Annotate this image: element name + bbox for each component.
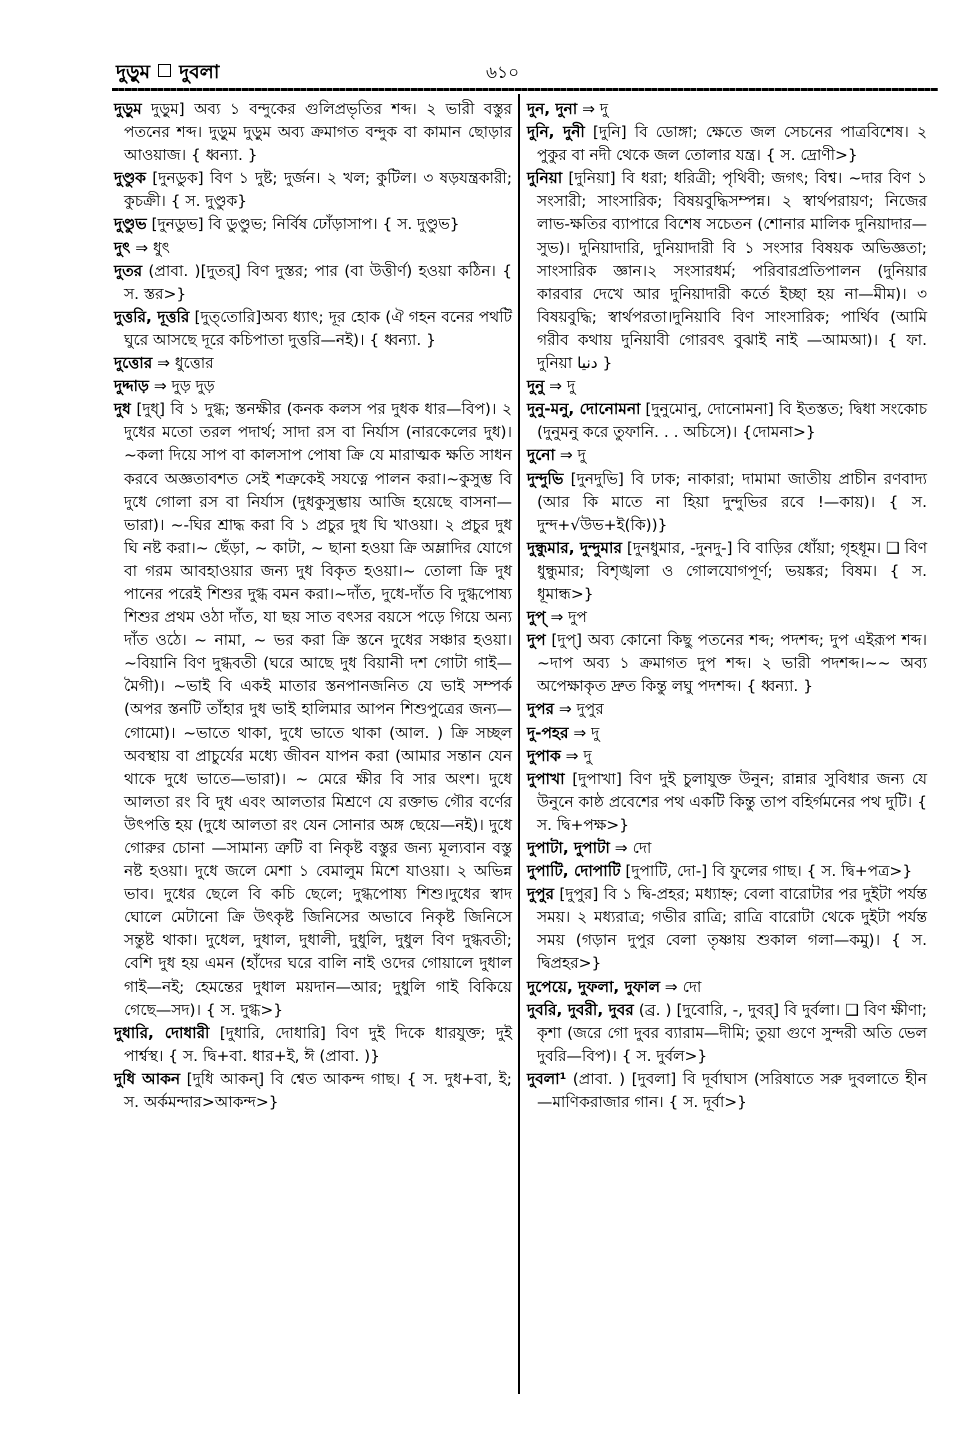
entry-headword: দুন, দুনা [527,100,578,118]
entry-definition: [দুত্‌তোরি]অব্য ধ্যাৎ; দূর হোক (ঐ গহন বনের পথটি ঘুরে আসছে দূরে কচিপাতা দুত্তরি—নই)। { ধ্বন্যা. } [124,307,512,349]
box-separator-icon [158,64,171,77]
entry-headword: দুত্তরি, দূত্তরি [114,307,190,326]
entry-headword: দুপ [527,631,546,650]
guide-word-last: দুবলা [179,61,220,83]
header-rule [112,88,938,91]
dictionary-entry [114,352,512,375]
entry-headword: দুত্তোর [114,354,153,373]
dictionary-entry [527,860,927,883]
dictionary-entry [527,537,927,606]
entry-headword: দুণ্ডুভ [114,215,147,234]
entry-headword: দুনিয়া [527,169,563,188]
entry-definition: (প্রাবা. )[দুতর্] বিণ দুস্তর; পার (বা উত্তীর্ণ) হওয়া কঠিন। { স. স্তর>} [124,261,512,303]
dictionary-entry [114,375,512,398]
dictionary-entry [114,237,512,260]
entry-definition: ⇒ দুপুর [554,700,604,719]
dictionary-entry [527,883,927,975]
entry-definition: ⇒ দু [560,746,592,765]
entry-definition: দুড়ুম] অব্য ১ বন্দুকের গুলিপ্রভৃতির শব্দ। ২ ভারী বস্তুর পতনের শব্দ। দুড়ুম দুড়ুম অব্য ক্রমাগত বন্দুক বা কামান ছোড়ার আওয়াজ। { ধ্বন্যা. } [124,100,512,165]
entry-headword: দুৎ [114,238,131,257]
entry-headword: দুনু [527,377,545,396]
dictionary-entry [114,1022,512,1068]
page-header [116,58,926,88]
entry-definition: ⇒ দুড় দুড় [148,377,215,396]
entry-headword: দুপুর [527,885,554,904]
entry-definition: ⇒ দো [659,977,702,996]
dictionary-entry [527,444,927,467]
dictionary-entry [527,468,927,537]
left-column [114,98,512,1114]
guide-words [116,58,219,90]
dictionary-entry [527,1068,927,1114]
dictionary-entry [114,167,512,213]
entry-definition: [দুপুর] বি ১ দ্বি-প্রহর; মধ্যাহ্ন; বেলা বারোটার পর দুইটা পর্যন্ত সময়। ২ মধ্যরাত্র; গভীর রাত্রি; রাত্রি বারোটা থেকে দুইটা পর্যন্ত সময় (গড়ান দুপুর বেলা তৃষ্ণায় শুকাল গলা—কমু)। { স. দ্বিপ্রহর>} [537,885,927,973]
dictionary-entry [527,999,927,1068]
dictionary-entry [527,375,927,398]
entry-headword: দুন্ধুমার, দুন্দুমার [527,538,622,557]
dictionary-entry [527,167,927,375]
dictionary-entry [114,306,512,352]
entry-definition: (ব্র. ) [দুবোরি, -, দুবর্] বি দুর্বলা। ❑ বিণ ক্ষীণা; কৃশা (জরে গো দুবর ব্যারাম—দীমি; তুয়া গুণে সুন্দরী অতি ভেল দুবরি—বিপ)। { স. দুর্বল>} [537,1000,927,1065]
right-column [527,98,927,1114]
entry-definition: [দুনধুমার, -দুনদু-] বি বাড়ির ধোঁয়া; গৃহধূম। ❑ বিণ ধুন্ধুমার; বিশৃঙ্খলা ও গোলযোগপূর্ণ; ভয়ঙ্কর; বিষম। { স. ধূমান্ধ>} [537,538,927,603]
entry-headword: দুপেয়ে, দুফলা, দুফাল [527,977,660,996]
entry-headword: দুপাটি, দোপাটি [527,862,621,881]
entry-definition: [দুনি] বি ডোঙ্গা; ক্ষেতে জল সেচনের পাত্রবিশেষ। ২ পুকুর বা নদী থেকে জল তোলার যন্ত্র। { স. দ্রোণী>} [537,123,927,165]
dictionary-entry [527,121,927,167]
dictionary-entry [114,398,512,1022]
dictionary-entry [527,722,927,745]
dictionary-entry [114,1068,512,1114]
entry-headword: দু-পহর [527,723,569,742]
entry-headword: দুনি, দুনী [527,123,585,142]
entry-headword: দুনো [527,446,555,465]
dictionary-entry [527,698,927,721]
dictionary-entry [527,629,927,698]
entry-definition: [দুপাখা] বিণ দুই চুলাযুক্ত উনুন; রান্নার সুবিধার জন্য যে উনুনে কাষ্ঠ প্রবেশের পথ একটি কিন্তু তাপ বহির্গমনের পথ দুটি। { স. দ্বি+পক্ষ>} [537,769,927,834]
dictionary-entry [527,837,927,860]
entry-definition: ⇒ দু [544,377,576,396]
dictionary-entry [114,213,512,236]
entry-definition: [দুনদুভি] বি ঢাক; নাকারা; দামামা জাতীয় প্রাচীন রণবাদ্য (আর কি মাতে না হিয়া দুন্দুভির রবে !—কায়)। { স. দুন্দ+√উভ+ই(কি))} [537,469,927,534]
entry-headword: দুবরি, দুবরী, দুবর [527,1000,634,1019]
entry-headword: দুবলা¹ [527,1069,567,1088]
entry-definition: ⇒ দু [554,446,586,465]
entry-headword: দুদ্দাড় [114,377,149,396]
entry-definition: ⇒ দুপ [545,608,587,627]
entry-headword: দুড়ুম [114,100,142,118]
entry-definition: ⇒ দু [577,100,608,118]
entry-definition: [দুধি আকন্] বি শ্বেত আকন্দ গাছ। { স. দুধ+বা, ই; স. অর্কমন্দার>আকন্দ>} [124,1069,512,1112]
entry-headword: দুন্দুভি [527,469,564,488]
entry-definition: ⇒ ধুৎ [130,238,170,257]
column-divider [518,94,520,1394]
entry-definition: [দুপ্] অব্য কোনো কিছু পতনের শব্দ; পদশব্দ; দুপ এইরূপ শব্দ।~দাপ অব্য ১ ক্রমাগত দুপ শব্দ। ২ ভারী পদশব্দ।~~ অব্য অপেক্ষাকৃত দ্রুত কিন্তু লঘু পদশব্দ। { ধ্বন্যা. } [537,631,927,696]
dictionary-entry [527,745,927,768]
entry-definition: ⇒ দো [609,839,652,857]
entry-headword: দুপাটা, দুপাটা [527,839,610,857]
dictionary-entry [527,768,927,837]
entry-definition: ⇒ দু [568,723,600,742]
entry-headword: দুধি আকন [114,1069,181,1088]
entry-definition: [দুনডুক] বিণ ১ দুষ্ট; দুর্জন। ২ খল; কুটিল। ৩ ষড়যন্ত্রকারী; কুচক্রী। { স. দুণ্ডুক} [124,169,512,211]
entry-definition: [দুধারি, দোধারি] বিণ দুই দিকে ধারযুক্ত; দুই পার্শ্বস্থ। { স. দ্বি+বা. ধার+ই, ঈ (প্রাবা. )} [124,1023,512,1065]
guide-word-first: দুড়ুম [116,61,151,83]
entry-definition: [দুনিয়া] বি ধরা; ধরিত্রী; পৃথিবী; জগৎ; বিশ্ব। ~দার বিণ ১ সংসারী; সাংসারিক; বিষয়বুদ্ধিসম্পন্ন। ২ স্বার্থপরায়ণ; নিজের লাভ-ক্ষতির ব্যাপারে বিশেষ সচেতন (শোনার মালিক দুনিয়াদার—সুভ)। দুনিয়াদারি, দুনিয়াদারী বি ১ সংসার বিষয়ক অভিজ্ঞতা; সাংসারিক জ্ঞান।২ সংসারধর্ম; পরিবারপ্রতিপালন (দুনিয়ার কারবার দেখে আর দুনিয়াদারী কর্তে ইচ্ছা হয় না—মীম)। ৩ বিষয়বুদ্ধি; স্বার্থপরতা।দুনিয়াবি বিণ সাংসারিক; পার্থিব (আমি গরীব কথায় দুনিয়াবী গোরবৎ বুঝাই নাই —আমআ)। { ফা. দুনিয়া دنیا } [537,169,927,373]
entry-definition: ⇒ ধুত্তোর [152,354,214,373]
entry-headword: দুপ্ [527,608,546,627]
entry-definition: [দুনুমোনু, দোনোমনা] বি ইতস্তত; দ্বিধা সংকোচ (দুনুমনু করে তুফানি. . . অচিসে)। {দোমনা>} [537,400,928,442]
entry-headword: দুপাখা [527,769,565,788]
dictionary-entry [527,398,927,444]
entry-headword: দুনু-মনু, দোনোমনা [527,400,641,419]
entry-definition: (প্রাবা. ) [দুবলা] বি দূর্বাঘাস (সরিষাতে সরু দুবলাতে হীন—মাণিকরাজার গান। { স. দূর্বা>} [537,1069,927,1112]
entry-definition: [দুপাটি, দো-] বি ফুলের গাছ। { স. দ্বি+পত্র>} [620,862,913,881]
entry-headword: দুধারি, দোধারী [114,1023,210,1042]
entry-headword: দুতর [114,261,143,280]
entry-definition: [দুনডুভ] বি ডুণ্ডুভ; নির্বিষ ঢোঁড়াসাপ। { স. দুণ্ডুভ} [146,215,460,234]
entry-headword: দুপাক [527,746,561,765]
entry-headword: দুধ [114,400,131,419]
entry-headword: দুপর [527,700,554,719]
dictionary-entry [527,976,927,999]
entry-definition: [দুধ্] বি ১ দুগ্ধ; স্তনক্ষীর (কনক কলস পর দুধক ধার—বিপ)। ২ দুধের মতো তরল পদার্থ; সাদা রস বা নির্যাস (নারকেলের দুধ)।~কলা দিয়ে সাপ বা কালসাপ পোষা ক্রি যে মারাত্মক ক্ষতি সাধন করবে অজ্ঞতাবশত সেই শত্রুকেই সযত্নে পালন করা।~কুসুম্ভ বি দুধে গোলা রস বা নির্যাস (দুধকুসুম্ভায় আজি হয়েছে বাসনা—ভারা)। ~-ঘির শ্রাদ্ধ করা বি ১ প্রচুর দুধ ঘি খাওয়া। ২ প্রচুর দুধ ঘি নষ্ট করা।~ ছেঁড়া, ~ কাটা, ~ ছানা হওয়া ক্রি অম্লাদির যোগে বা গরম আবহাওয়ার জন্য দুধ বিকৃত হওয়া।~ তোলা ক্রি দুধ পানের পরেই শিশুর দুগ্ধ বমন করা।~দাঁত, দুধে-দাঁত বি দুগ্ধপোষ্য শিশুর প্রথম ওঠা দাঁত, যা ছয় সাত বৎসর বয়সে পড়ে গিয়ে অন্য দাঁত ওঠে। ~ নামা, ~ ভর করা ক্রি স্তনে দুধের সঞ্চার হওয়া। ~বিয়ানি বিণ দুগ্ধবতী (ঘরে আছে দুধ বিয়ানী দশ গোটা গাই—মৈগী)। ~ভাই বি একই মাতার স্তনপানজনিত যে ভাই সম্পর্ক (অপর স্তনটি তাঁহার দুধ ভাই হালিমার আপন শিশুপুত্রের জন্য—গোমো)। ~ভাতে থাকা, দুধে ভাতে থাকা (আল. ) ক্রি সচ্ছল অবস্থায় বা প্রাচুর্যের মধ্যে জীবন যাপন করা (আমার সন্তান যেন থাকে দুধে ভাতে—ভারা)। ~ মেরে ক্ষীর বি সার অংশ। দুধে আলতা রং বি দুধ এবং আলতার মিশ্রণে যে রক্তাভ গৌর বর্ণের উৎপত্তি হয় (দুধে আলতা রং যেন সোনার অঙ্গ ছেয়ে—নই)। দুধে গোরুর চোনা —সামান্য ত্রুটি বা নিকৃষ্ট বস্তুর জন্য মূল্যবান বস্তু নষ্ট হওয়া। দুধে জলে মেশা ১ বেমালুম মিশে যাওয়া। ২ অভিন্ন ভাব। দুধের ছেলে বি কচি ছেলে; দুগ্ধপোষ্য শিশু।দুধের স্বাদ ঘোলে মেটানো ক্রি উৎকৃষ্ট জিনিসের অভাবে নিকৃষ্ট জিনিসে সন্তুষ্ট থাকা। দুধেল, দুধাল, দুধালী, দুধুলি, দুধুল বিণ দুগ্ধবতী; বেশি দুধ হয় এমন (হাঁদের ঘরে বালি নাই ওদের গোয়ালে দুধাল গাই—নই; হেমন্তের দুধাল ময়দান—আর; দুধুলি গাই বিকিয়ে গেছে—সদ)। { স. দুগ্ধ>} [124,400,512,1019]
dictionary-entry [114,98,512,167]
page-number: ৬১০ [486,63,520,83]
dictionary-entry [114,260,512,306]
entry-headword: দুণ্ডুক [114,169,146,188]
dictionary-entry [527,98,927,121]
dictionary-entry [527,606,927,629]
